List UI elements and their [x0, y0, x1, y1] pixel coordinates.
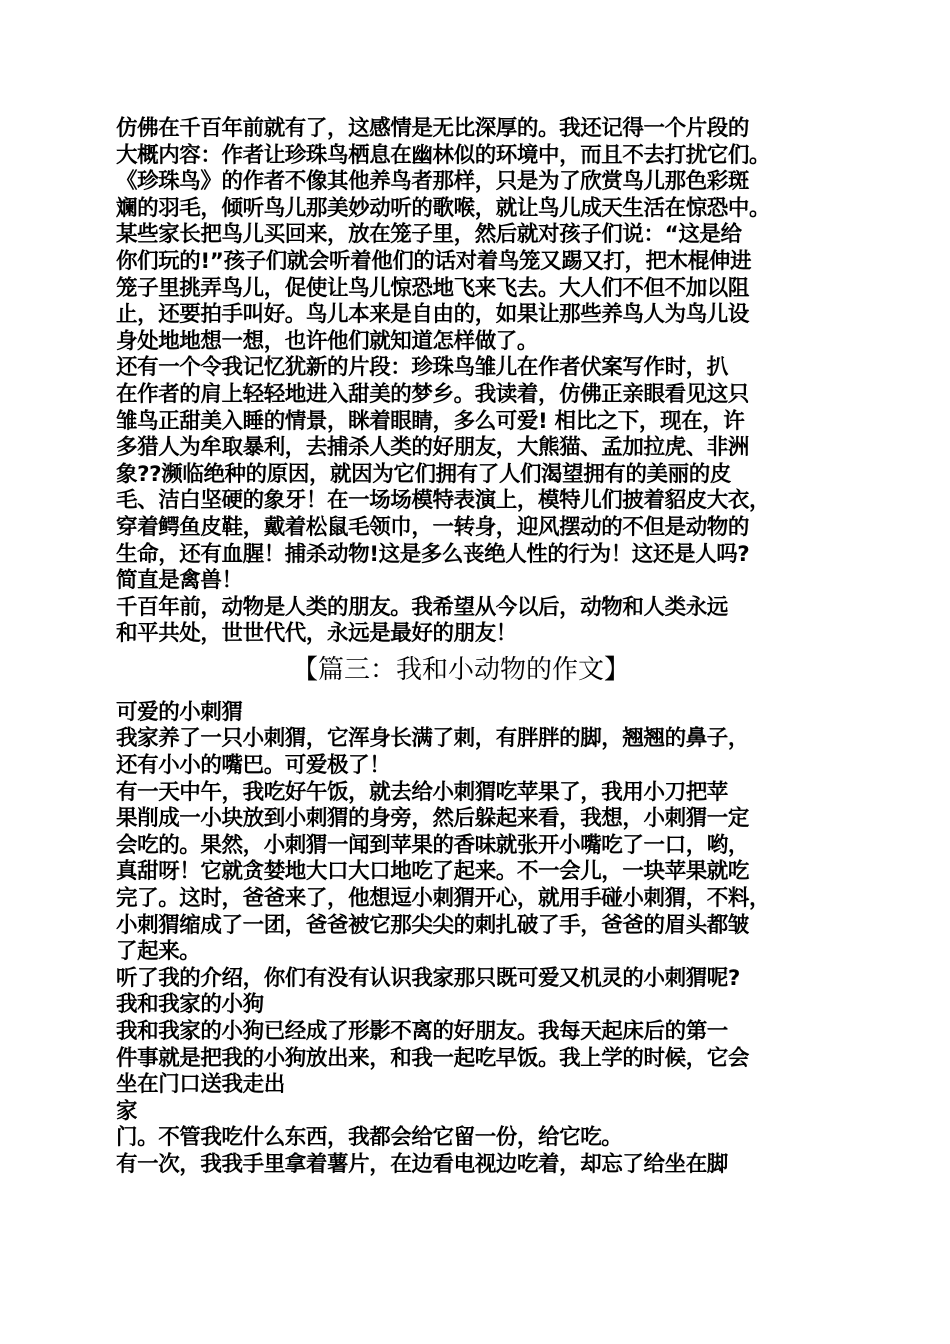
text-line: 家 — [116, 1098, 138, 1124]
text-line: 听了我的介绍，你们有没有认识我家那只既可爱又机灵的小刺猬呢? — [116, 965, 740, 991]
text-line: 可爱的小刺猬 — [116, 699, 243, 725]
text-line: 真甜呀！它就贪婪地大口大口地吃了起来。不一会儿，一块苹果就吃 — [116, 859, 750, 885]
text-line: 我家养了一只小刺猬，它浑身长满了刺，有胖胖的脚，翘翘的鼻子， — [116, 726, 750, 752]
text-line: 件事就是把我的小狗放出来，和我一起吃早饭。我上学的时候，它会 — [116, 1045, 750, 1071]
text-line: 毛、洁白坚硬的象牙！在一场场模特表演上，模特儿们披着貂皮大衣， — [116, 488, 771, 514]
text-line: 在作者的肩上轻轻地进入甜美的梦乡。我读着，仿佛正亲眼看见这只 — [116, 381, 750, 407]
text-line: 大概内容：作者让珍珠鸟栖息在幽林似的环境中，而且不去打扰它们。 — [116, 142, 771, 168]
text-line: 门。不管我吃什么东西，我都会给它留一份，给它吃。 — [116, 1125, 623, 1151]
text-line: 生命，还有血腥！捕杀动物!这是多么丧绝人性的行为！这还是人吗? — [116, 541, 750, 567]
section-heading: 【篇三：我和小动物的作文】 — [291, 654, 630, 685]
text-line: 完了。这时，爸爸来了，他想逗小刺猬开心，就用手碰小刺猬，不料， — [116, 886, 771, 912]
text-line: 身处地地想一想，也许他们就知道怎样做了。 — [116, 328, 539, 354]
text-line: 雏鸟正甜美入睡的情景，眯着眼睛，多么可爱! 相比之下，现在，许 — [116, 408, 745, 434]
text-line: 还有一个令我记忆犹新的片段：珍珠鸟雏儿在作者伏案写作时，扒 — [116, 355, 728, 381]
text-line: 止，还要拍手叫好。鸟儿本来是自由的，如果让那些养鸟人为鸟儿设 — [116, 302, 750, 328]
text-line: 小刺猬缩成了一团，爸爸被它那尖尖的刺扎破了手，爸爸的眉头都皱 — [116, 912, 750, 938]
text-line: 坐在门口送我走出 — [116, 1072, 285, 1098]
text-line: 笼子里挑弄鸟儿，促使让鸟儿惊恐地飞来飞去。大人们不但不加以阻 — [116, 275, 750, 301]
text-line: 有一天中午，我吃好午饭，就去给小刺猬吃苹果了，我用小刀把苹 — [116, 779, 728, 805]
text-line: 有一次，我我手里拿着薯片，在边看电视边吃着，却忘了给坐在脚 — [116, 1151, 728, 1177]
document-page — [116, 116, 840, 1179]
text-line: 象??濒临绝种的原因，就因为它们拥有了人们渴望拥有的美丽的皮 — [116, 461, 731, 487]
section-three-body — [116, 700, 840, 1179]
text-line: 和平共处，世世代代，永远是最好的朋友！ — [116, 621, 517, 647]
text-line: 我和我家的小狗已经成了形影不离的好朋友。我每天起床后的第一 — [116, 1019, 728, 1044]
section-two-body — [116, 116, 840, 648]
text-line: 穿着鳄鱼皮鞋，戴着松鼠毛领巾，一转身，迎风摆动的不但是动物的 — [116, 514, 750, 540]
text-line: 千百年前，动物是人类的朋友。我希望从今以后，动物和人类永远 — [116, 594, 728, 620]
text-line: 果削成一小块放到小刺猬的身旁，然后躲起来看，我想，小刺猬一定 — [116, 806, 750, 832]
text-line: 斓的羽毛，倾听鸟儿那美妙动听的歌喉，就让鸟儿成天生活在惊恐中。 — [116, 195, 771, 221]
text-line: 仿佛在千百年前就有了，这感情是无比深厚的。我还记得一个片段的 — [116, 116, 750, 141]
text-line: 简直是禽兽！ — [116, 568, 243, 594]
text-line: 《珍珠鸟》的作者不像其他养鸟者那样，只是为了欣赏鸟儿那色彩斑 — [116, 169, 750, 195]
text-line: 还有小小的嘴巴。可爱极了！ — [116, 753, 391, 779]
text-line: 多猎人为牟取暴利，去捕杀人类的好朋友，大熊猫、孟加拉虎、非洲 — [116, 435, 750, 461]
text-line: 你们玩的!”孩子们就会听着他们的话对着鸟笼又踢又打，把木棍伸进 — [116, 248, 752, 274]
text-line: 了起来。 — [116, 939, 201, 965]
text-line: 会吃的。果然，小刺猬一闻到苹果的香味就张开小嘴吃了一口，哟， — [116, 832, 750, 858]
text-line: 我和我家的小狗 — [116, 992, 264, 1018]
text-line: 某些家长把鸟儿买回来，放在笼子里，然后就对孩子们说：“这是给 — [116, 222, 742, 248]
